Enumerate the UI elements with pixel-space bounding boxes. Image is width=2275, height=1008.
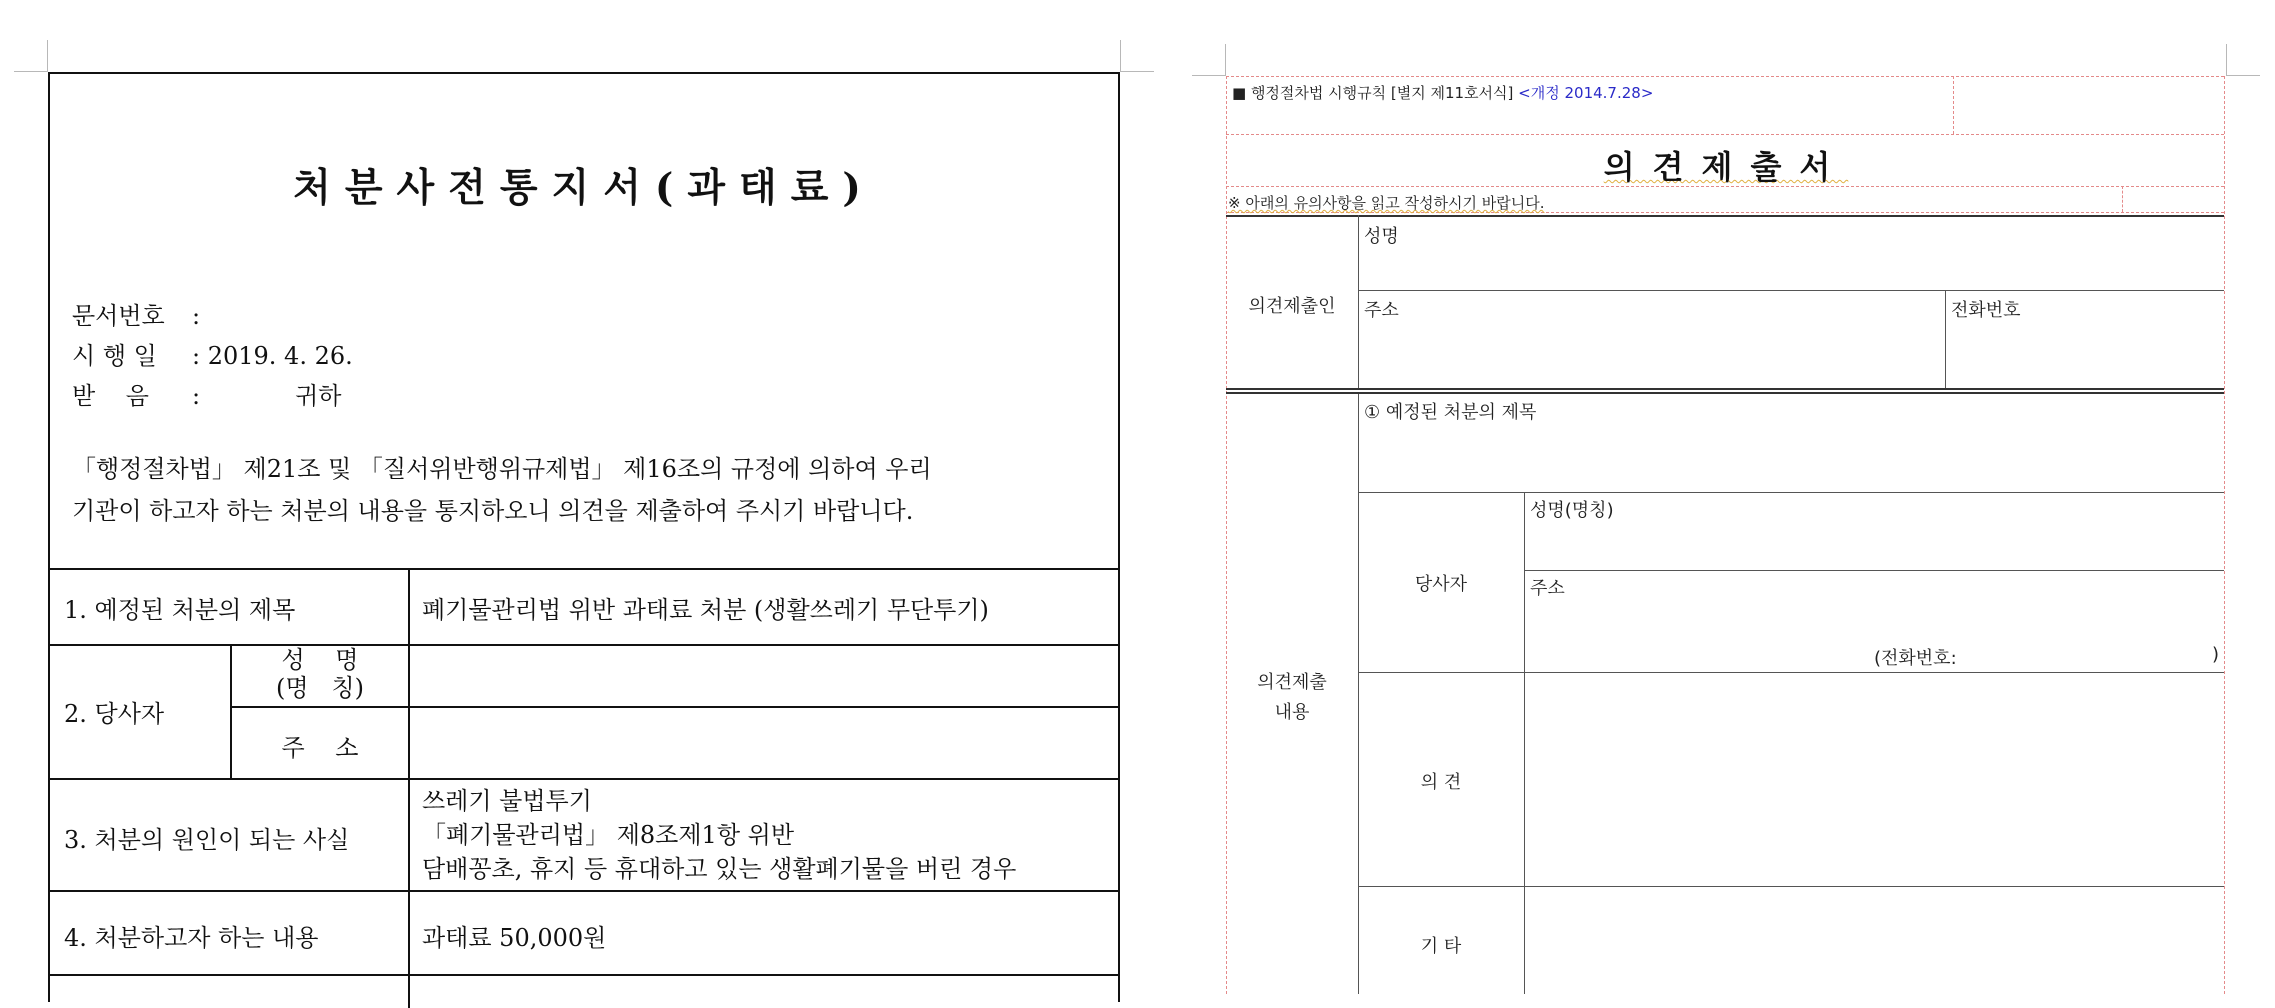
row-label-cause: 3. 처분의 원인이 되는 사실: [64, 826, 350, 854]
page-corner-mark: [1120, 71, 1154, 72]
table-rule: [50, 778, 1118, 780]
name-label-line: (명 칭): [276, 674, 364, 702]
row-sublabel-name: [232, 646, 408, 702]
content-label-line: 내용: [1274, 702, 1310, 723]
table-rule: [1358, 215, 1359, 388]
table-rule: [1358, 886, 2224, 887]
address-field-label: 주소: [1364, 300, 1399, 321]
notice-paragraph-line: 「행정절차법」 제21조 및 「질서위반행위규제법」 제16조의 규정에 의하여 우리: [72, 455, 932, 483]
form-header: [1232, 82, 1653, 103]
page-corner-mark: [1120, 40, 1121, 72]
page-corner-mark: [2226, 75, 2260, 76]
recipient-label: 받 음: [72, 382, 149, 410]
row-label-planned-title: 1. 예정된 처분의 제목: [64, 596, 296, 624]
document-title: 처분사전통지서(과태료): [293, 165, 875, 211]
page-corner-mark: [2226, 44, 2227, 76]
row-label-disposition: 4. 처분하고자 하는 내용: [64, 924, 319, 952]
form-notice: [1228, 192, 1545, 213]
table-rule: [1524, 570, 2224, 571]
form-notice-text: ※ 아래의 유의사항을 읽고 작성하시기 바랍니다.: [1228, 194, 1545, 212]
row-value-planned-title: 폐기물관리법 위반 과태료 처분 (생활쓰레기 무단투기): [422, 596, 989, 624]
recipient-suffix: 귀하: [295, 382, 342, 410]
table-rule: [1226, 392, 2224, 394]
cause-line: 담배꽁초, 휴지 등 휴대하고 있는 생활폐기물을 버린 경우: [422, 855, 1017, 883]
opinion-label: 의 견: [1420, 772, 1462, 793]
table-rule: [1226, 388, 2224, 390]
content-label-line: 의견제출: [1257, 672, 1327, 693]
row-sublabel-address: 주 소: [281, 734, 359, 762]
prior-notice-document: [48, 72, 1120, 1002]
table-rule: [1358, 672, 2224, 673]
table-rule: [230, 706, 1118, 708]
doc-number-line: [72, 296, 200, 331]
notice-paragraph: [72, 448, 1102, 532]
page-corner-mark: [1192, 75, 1226, 76]
form-title-text: 의견제출서: [1603, 148, 1849, 186]
party-phone-close: ): [2212, 644, 2220, 665]
opinion-submission-form: [1226, 76, 2226, 994]
form-title: [1226, 142, 2226, 188]
effective-date-value: : 2019. 4. 26.: [192, 342, 353, 370]
table-rule: [408, 568, 410, 1008]
party-phone-field-label: (전화번호:: [1874, 648, 1957, 669]
table-rule: [50, 974, 1118, 976]
table-rule: [1358, 394, 1359, 994]
page-corner-mark: [14, 71, 48, 72]
row-value-disposition: 과태료 50,000원: [422, 924, 607, 952]
cause-line: 쓰레기 불법투기: [422, 787, 592, 815]
other-label: 기 타: [1420, 936, 1462, 957]
row-label-party: 2. 당사자: [64, 700, 165, 728]
page-corner-mark: [47, 40, 48, 72]
guide-line: [1226, 76, 1227, 994]
effective-date-label: 시 행 일: [72, 342, 157, 370]
guide-line: [2224, 76, 2225, 994]
form-regulation-label: ■ 행정절차법 시행규칙 [별지 제11호서식]: [1232, 84, 1514, 102]
table-rule: [50, 568, 1118, 570]
page-corner-mark: [1225, 44, 1226, 76]
guide-line: [1226, 76, 2224, 77]
name-label-line: 성 명: [281, 646, 359, 674]
guide-line: [1953, 76, 1954, 134]
party-name-field-label: 성명(명칭): [1530, 500, 1614, 521]
effective-date-line: [72, 336, 353, 371]
table-rule: [50, 644, 1118, 646]
party-label: 당사자: [1414, 574, 1468, 595]
content-label: [1226, 668, 1358, 728]
recipient-value: :: [192, 382, 201, 410]
phone-field-label: 전화번호: [1951, 300, 2021, 321]
guide-line: [1226, 134, 2224, 135]
name-field-label: 성명: [1364, 226, 1399, 247]
doc-number-value: :: [192, 302, 201, 330]
cause-line: 「폐기물관리법」 제8조제1항 위반: [422, 821, 795, 849]
submitter-label: 의견제출인: [1248, 296, 1336, 317]
notice-paragraph-line: 기관이 하고자 하는 처분의 내용을 통지하오니 의견을 제출하여 주시기 바랍니다.: [72, 497, 914, 525]
table-rule: [1945, 290, 1946, 388]
doc-number-label: 문서번호: [72, 302, 165, 330]
guide-line: [2122, 186, 2123, 212]
table-rule: [1358, 290, 2224, 291]
form-revision-label: <개정 2014.7.28>: [1518, 84, 1654, 102]
table-rule: [1226, 215, 2224, 217]
table-rule: [50, 890, 1118, 892]
planned-title-field-label: ① 예정된 처분의 제목: [1364, 402, 1537, 423]
row-value-cause: [422, 784, 1016, 886]
table-rule: [1358, 492, 2224, 493]
table-rule: [1524, 492, 1525, 994]
recipient-line: [72, 376, 341, 411]
party-address-field-label: 주소: [1530, 578, 1565, 599]
